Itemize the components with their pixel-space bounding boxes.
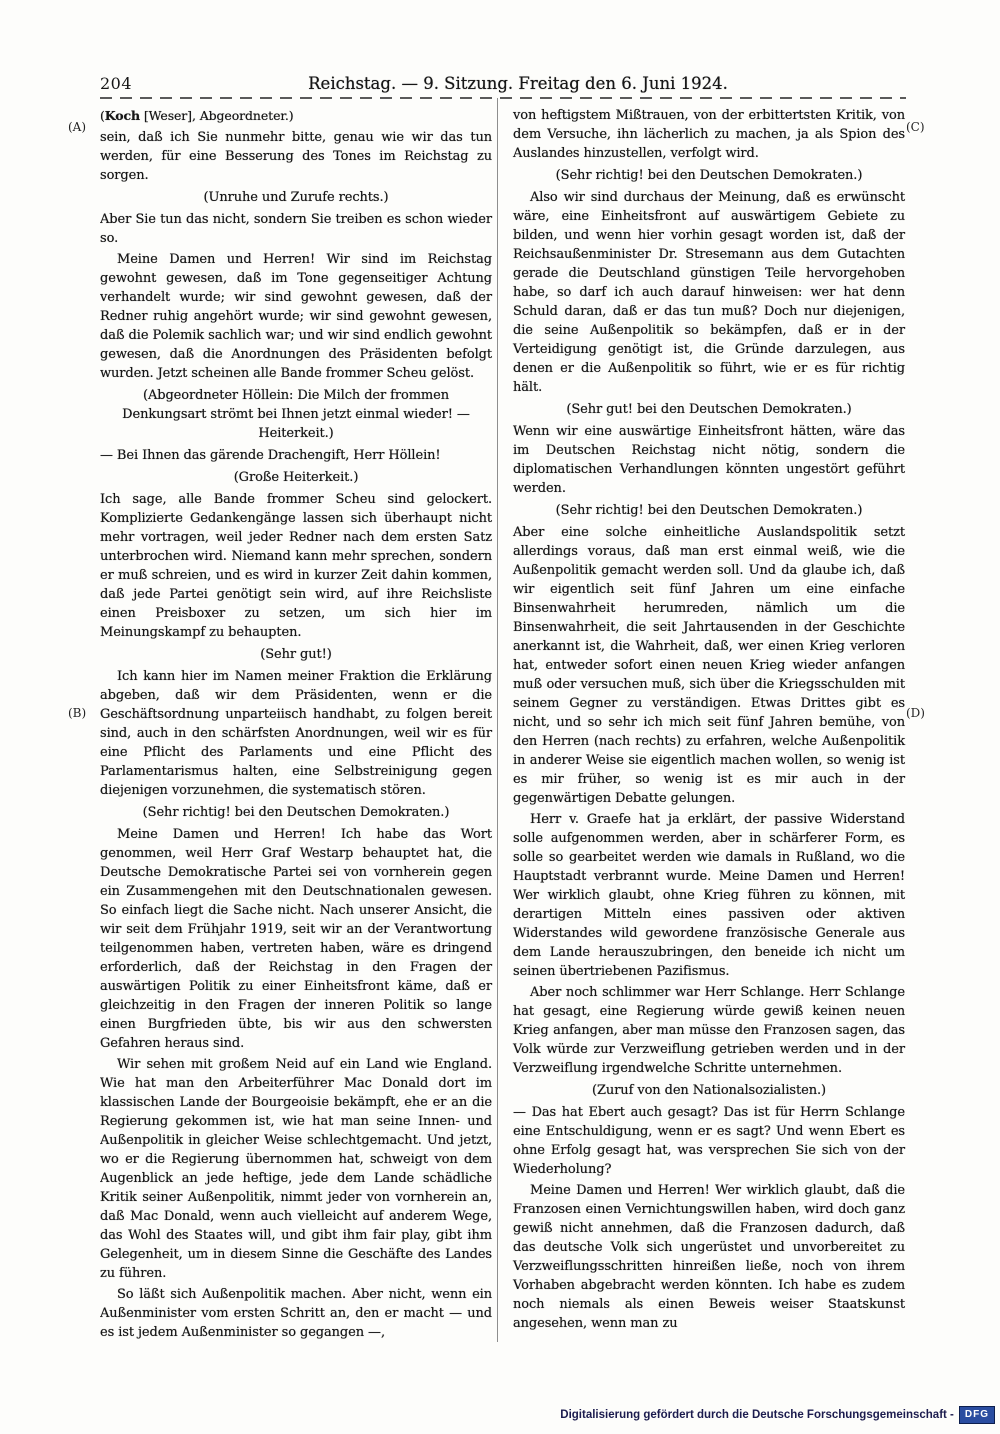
digitization-credit: Digitalisierung gefördert durch die Deutsche Forschungsgemeinschaft - <box>560 1409 954 1421</box>
page-title: Reichstag. — 9. Sitzung. Freitag den 6. Juni 1924. <box>308 74 728 93</box>
stage-direction: (Sehr richtig! bei den Deutschen Demokraten.) <box>555 168 863 183</box>
stage-direction: (Abgeordneter Höllein: Die Milch der frommen Denkungsart strömt bei Ihnen jetzt einmal wieder! — Heiterkeit.) <box>122 388 470 441</box>
paragraph: von heftigstem Mißtrauen, von der erbittertsten Kritik, von dem Versuche, ihn lächerlich zu machen, ja als Spion des Auslandes hinzustellen, verfolgt wird. <box>513 108 905 161</box>
paragraph: Herr v. Graefe hat ja erklärt, der passive Widerstand solle aufgenommen werden, aber in schärferer Form, es solle so gearbeitet werden wie damals in Rußland, wo die Hauptstadt verbrannt wurde. Meine Damen und Herren! Wer wirklich glaubt, ohne Krieg führen zu können, mit derartigen Mitteln eines passiven oder aktiven Widerstandes wild gewordene französische Generale aus dem Lande herauszubringen, den beneide ich nicht um seinen übertriebenen Pazifismus. <box>513 812 905 979</box>
paragraph: Meine Damen und Herren! Wer wirklich glaubt, daß die Franzosen einen Vernichtungswillen haben, wird doch ganz gewiß nicht annehmen, daß die Franzosen dadurch, daß das deutsche Volk sich ungerüstet und unvorbereitet zu Verzweiflungsschritten hinreißen ließe, noch von ihrem Vorhaben abgebracht werden könnten. Ich habe es zudem noch niemals als einen Beweis weiser Staatskunst angesehen, wenn man zu <box>513 1183 905 1331</box>
digitization-footer <box>560 1406 995 1424</box>
left-column <box>100 106 492 1362</box>
page-number: 204 <box>100 74 133 93</box>
margin-label-b: (B) <box>68 706 87 720</box>
right-column <box>513 106 905 1362</box>
stage-direction: (Sehr richtig! bei den Deutschen Demokraten.) <box>142 805 450 820</box>
page-sheet <box>100 74 906 1362</box>
stage-direction: (Sehr gut! bei den Deutschen Demokraten.) <box>566 402 852 417</box>
stage-direction: (Sehr gut!) <box>260 647 332 662</box>
text-columns <box>100 106 906 1362</box>
paragraph: Aber eine solche einheitliche Auslandspolitik setzt allerdings voraus, daß man erst einmal weiß, wie die Außenpolitik gemacht werden soll. Und da glaube ich, daß wir eigentlich seit fünf Jahren um eine einfache Binsenwahrheit herumreden, nämlich um die Binsenwahrheit, die seit Jahrtausenden in der Geschichte anerkannt ist, die Wahrheit, daß, wer einen Krieg verloren hat, entweder sofort einen neuen Krieg wieder anfangen muß oder versuchen muß, sich über die Kriegsschulden mit seinem Gegner zu verständigen. Etwas Drittes gibt es nicht, und so sehr ich mich seit fünf Jahren bemühe, von den Herren (nach rechts) zu erfahren, welche Außenpolitik in anderer Weise sie eigentlich machen wollen, so wenig ist es mir früher, so wenig ist es mir auch in der gegenwärtigen Debatte gelungen. <box>513 525 905 806</box>
margin-label-c: (C) <box>906 120 925 134</box>
paragraph: Ich sage, alle Bande frommer Scheu sind gelockert. Komplizierte Gedankengänge lassen sich überhaupt nicht mehr vortragen, weil jeder Redner nach dem ersten Satz unterbrochen wird. Niemand kann mehr sprechen, sondern er muß schreien, und es wird in kurzer Zeit dahin kommen, daß jede Partei genötigt sein wird, auf ihre Reichsliste einen Preisboxer zu setzen, um sich hier im Meinungskampf zu behaupten. <box>100 492 492 640</box>
dfg-logo: DFG <box>959 1406 995 1424</box>
header-rule <box>100 97 906 99</box>
margin-label-d: (D) <box>906 706 925 720</box>
paragraph: Ich kann hier im Namen meiner Fraktion die Erklärung abgeben, daß wir dem Präsidenten, wenn er die Geschäftsordnung unparteiisch handhabt, zu folgen bereit sind, auch in den schärfsten Anordnungen, weil wir es für eine Pflicht des Parlaments und eine Pflicht des Parlamentarismus halten, eine Selbstreinigung gegen diejenigen vorzunehmen, die systematisch stören. <box>100 669 492 798</box>
speaker-open: ( <box>100 108 105 123</box>
paragraph: Meine Damen und Herren! Ich habe das Wort genommen, weil Herr Graf Westarp behauptet hat, die Deutsche Demokratische Partei sei von vornherein gegen ein Zusammengehen mit den Deutschnationalen gewesen. So einfach liegt die Sache nicht. Nach unserer Ansicht, die wir seit dem Frühjahr 1919, seit wir an der Verantwortung teilgenommen haben, vertreten haben, wäre es dringend erforderlich, daß der Reichstag in den Fragen der auswärtigen Politik zu einer Einheitsfront käme, daß er gleichzeitig in den Fragen der inneren Politik so lange einen Burgfrieden übte, bis wir aus den schwersten Gefahren heraus sind. <box>100 827 492 1051</box>
paragraph: sein, daß ich Sie nunmehr bitte, genau wie wir das tun werden, für eine Besserung des Tones im Reichstag zu sorgen. <box>100 130 492 183</box>
paragraph: — Bei Ihnen das gärende Drachengift, Herr Höllein! <box>100 448 441 463</box>
speaker-heading <box>100 106 492 125</box>
speaker-name: Koch <box>104 108 141 123</box>
left-column-blocks <box>100 128 492 1342</box>
stage-direction: (Zuruf von den Nationalsozialisten.) <box>592 1083 826 1098</box>
speaker-role: [Weser], Abgeordneter.) <box>140 108 294 123</box>
stage-direction: (Unruhe und Zurufe rechts.) <box>203 190 389 205</box>
paragraph: — Das hat Ebert auch gesagt? Das ist für Herrn Schlange eine Entschuldigung, wenn er es sagt? Und wenn Ebert es ohne Erfolg gesagt hat, was versprechen Sie sich von der Wiederholung? <box>513 1105 905 1177</box>
paragraph: Meine Damen und Herren! Wir sind im Reichstag gewohnt gewesen, daß im Tone gegenseitiger Achtung verhandelt wurde; wir sind gewohnt gewesen, daß der Redner ruhig angehört wurde; wir sind gewohnt gewesen, daß die Polemik sachlich war; und wir sind endlich gewohnt gewesen, daß die Anordnungen des Präsidenten befolgt wurden. Jetzt scheinen alle Bande frommer Scheu gelöst. <box>100 252 492 381</box>
stage-direction: (Große Heiterkeit.) <box>233 470 359 485</box>
margin-label-a: (A) <box>68 120 87 134</box>
page-header <box>100 74 906 93</box>
stage-direction: (Sehr richtig! bei den Deutschen Demokraten.) <box>555 503 863 518</box>
paragraph: Aber Sie tun das nicht, sondern Sie treiben es schon wieder so. <box>100 212 492 246</box>
right-column-blocks <box>513 106 905 1333</box>
paragraph: Wenn wir eine auswärtige Einheitsfront hätten, wäre das im Deutschen Reichstag nicht nötig, sondern die diplomatischen Verhandlungen könnten ungestört geführt werden. <box>513 424 905 496</box>
paragraph: So läßt sich Außenpolitik machen. Aber nicht, wenn ein Außenminister vom ersten Schritt an, den er macht — und es ist jedem Außenminister so gegangen —, <box>100 1287 492 1340</box>
paragraph: Wir sehen mit großem Neid auf ein Land wie England. Wie hat man den Arbeiterführer Mac Donald dort im klassischen Lande der Bourgeoisie bekämpft, ehe er an die Regierung gekommen ist, wie hat man seine Innen- und Außenpolitik in gleicher Weise schlechtgemacht. Und jetzt, wo er die Regierung übernommen hat, schweigt von dem Augenblick an jede heftige, jede dem Lande schädliche Kritik seiner Außenpolitik, nimmt jeder von vornherein an, daß Mac Donald, wenn auch vielleicht auf anderem Wege, das Wohl des Staates will, und gibt ihm fair play, gibt ihm Gelegenheit, um in diesem Sinne die Geschäfte des Landes zu führen. <box>100 1057 492 1281</box>
paragraph: Aber noch schlimmer war Herr Schlange. Herr Schlange hat gesagt, eine Regierung würde gewiß keinen neuen Krieg anfangen, aber man müsse den Franzosen sagen, das Volk würde zur Verzweiflung getrieben werden und in der Verzweiflung irgendwelche Schritte unternehmen. <box>513 985 905 1076</box>
paragraph: Also wir sind durchaus der Meinung, daß es erwünscht wäre, eine Einheitsfront auf auswärtigem Gebiete zu bilden, und wenn hier vorhin gesagt worden ist, daß der Reichsaußenminister Dr. Stresemann aus dem Gutachten gerade die Deutschland günstigen Teile hervorgehoben habe, so darf ich auch darauf hinweisen: wer hat denn Schuld daran, daß er das tun muß? Doch nur diejenigen, die seine Außenpolitik so bekämpfen, daß er in der Verteidigung genötigt ist, die Gründe darzulegen, aus denen er die Außenpolitik so führt, wie er es für richtig hält. <box>513 190 905 395</box>
